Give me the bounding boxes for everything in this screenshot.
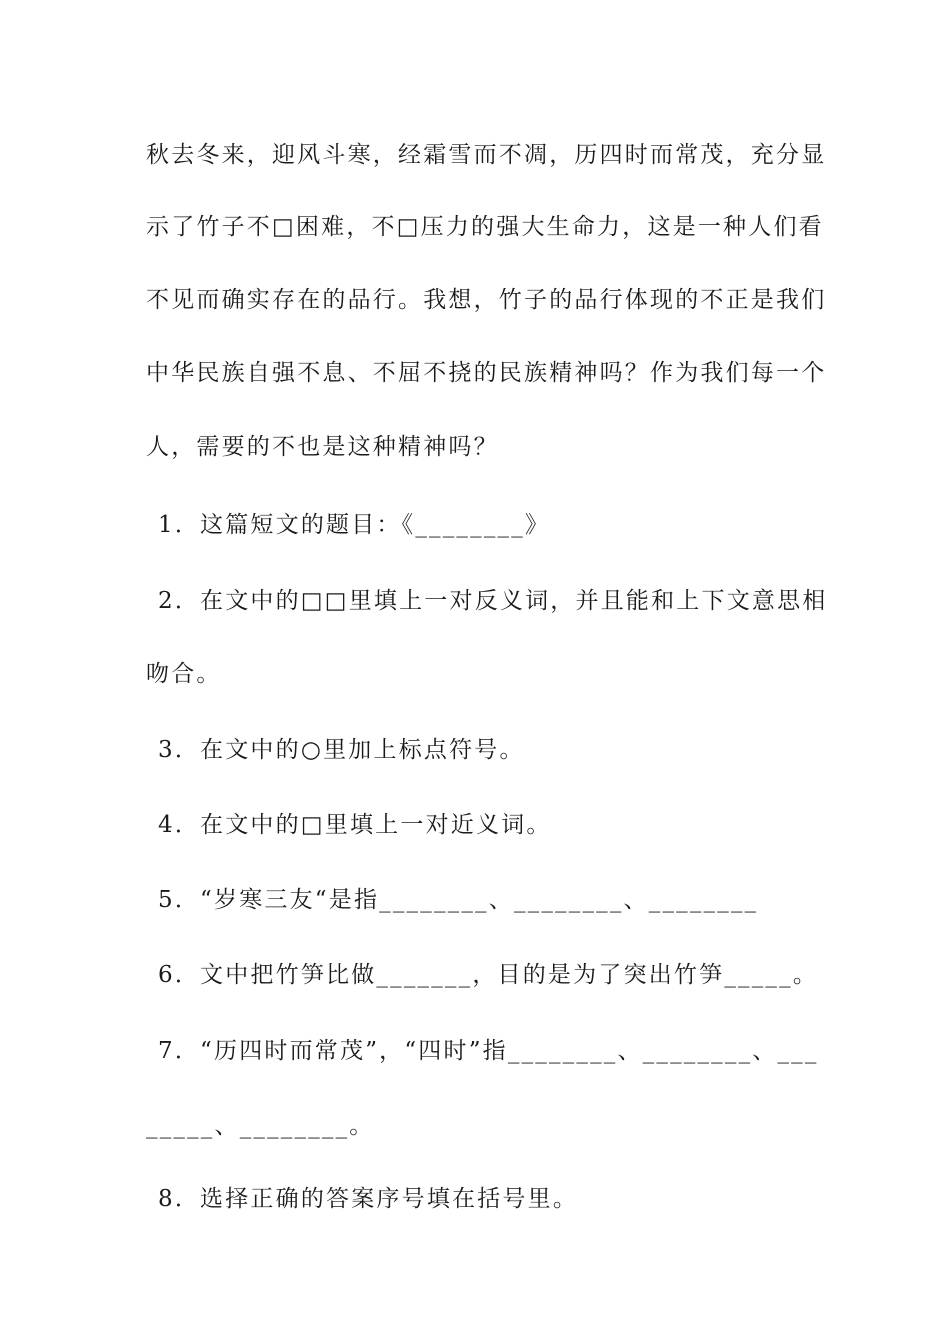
question-8: 8．选择正确的答案序号填在括号里。 bbox=[158, 1186, 579, 1212]
question-2-continued: 吻合。 bbox=[146, 661, 222, 687]
passage-line: 中华民族自强不息、不屈不挠的民族精神吗？作为我们每一个 bbox=[146, 360, 827, 386]
question-5: 5．“岁寒三友“是指________、________、________ bbox=[158, 887, 759, 913]
question-1: 1．这篇短文的题目：《________》 bbox=[158, 512, 551, 538]
question-2: 2．在文中的□□里填上一对反义词，并且能和上下文意思相 bbox=[158, 588, 828, 614]
passage-line: 人，需要的不也是这种精神吗？ bbox=[146, 434, 499, 460]
question-6: 6．文中把竹笋比做_______，目的是为了突出竹笋_____。 bbox=[158, 962, 819, 988]
passage-line: 秋去冬来，迎风斗寒，经霜雪而不凋，历四时而常茂，充分显 bbox=[146, 142, 827, 168]
question-4: 4．在文中的□里填上一对近义词。 bbox=[158, 812, 552, 838]
question-7-continued: _____、________。 bbox=[146, 1113, 375, 1139]
question-3: 3．在文中的○里加上标点符号。 bbox=[158, 737, 525, 763]
passage-line: 示了竹子不□困难，不□压力的强大生命力，这是一种人们看 bbox=[146, 214, 824, 240]
question-7: 7．“历四时而常茂”，“四时”指________、________、___ bbox=[158, 1038, 819, 1064]
passage-line: 不见而确实存在的品行。我想，竹子的品行体现的不正是我们 bbox=[146, 287, 827, 313]
